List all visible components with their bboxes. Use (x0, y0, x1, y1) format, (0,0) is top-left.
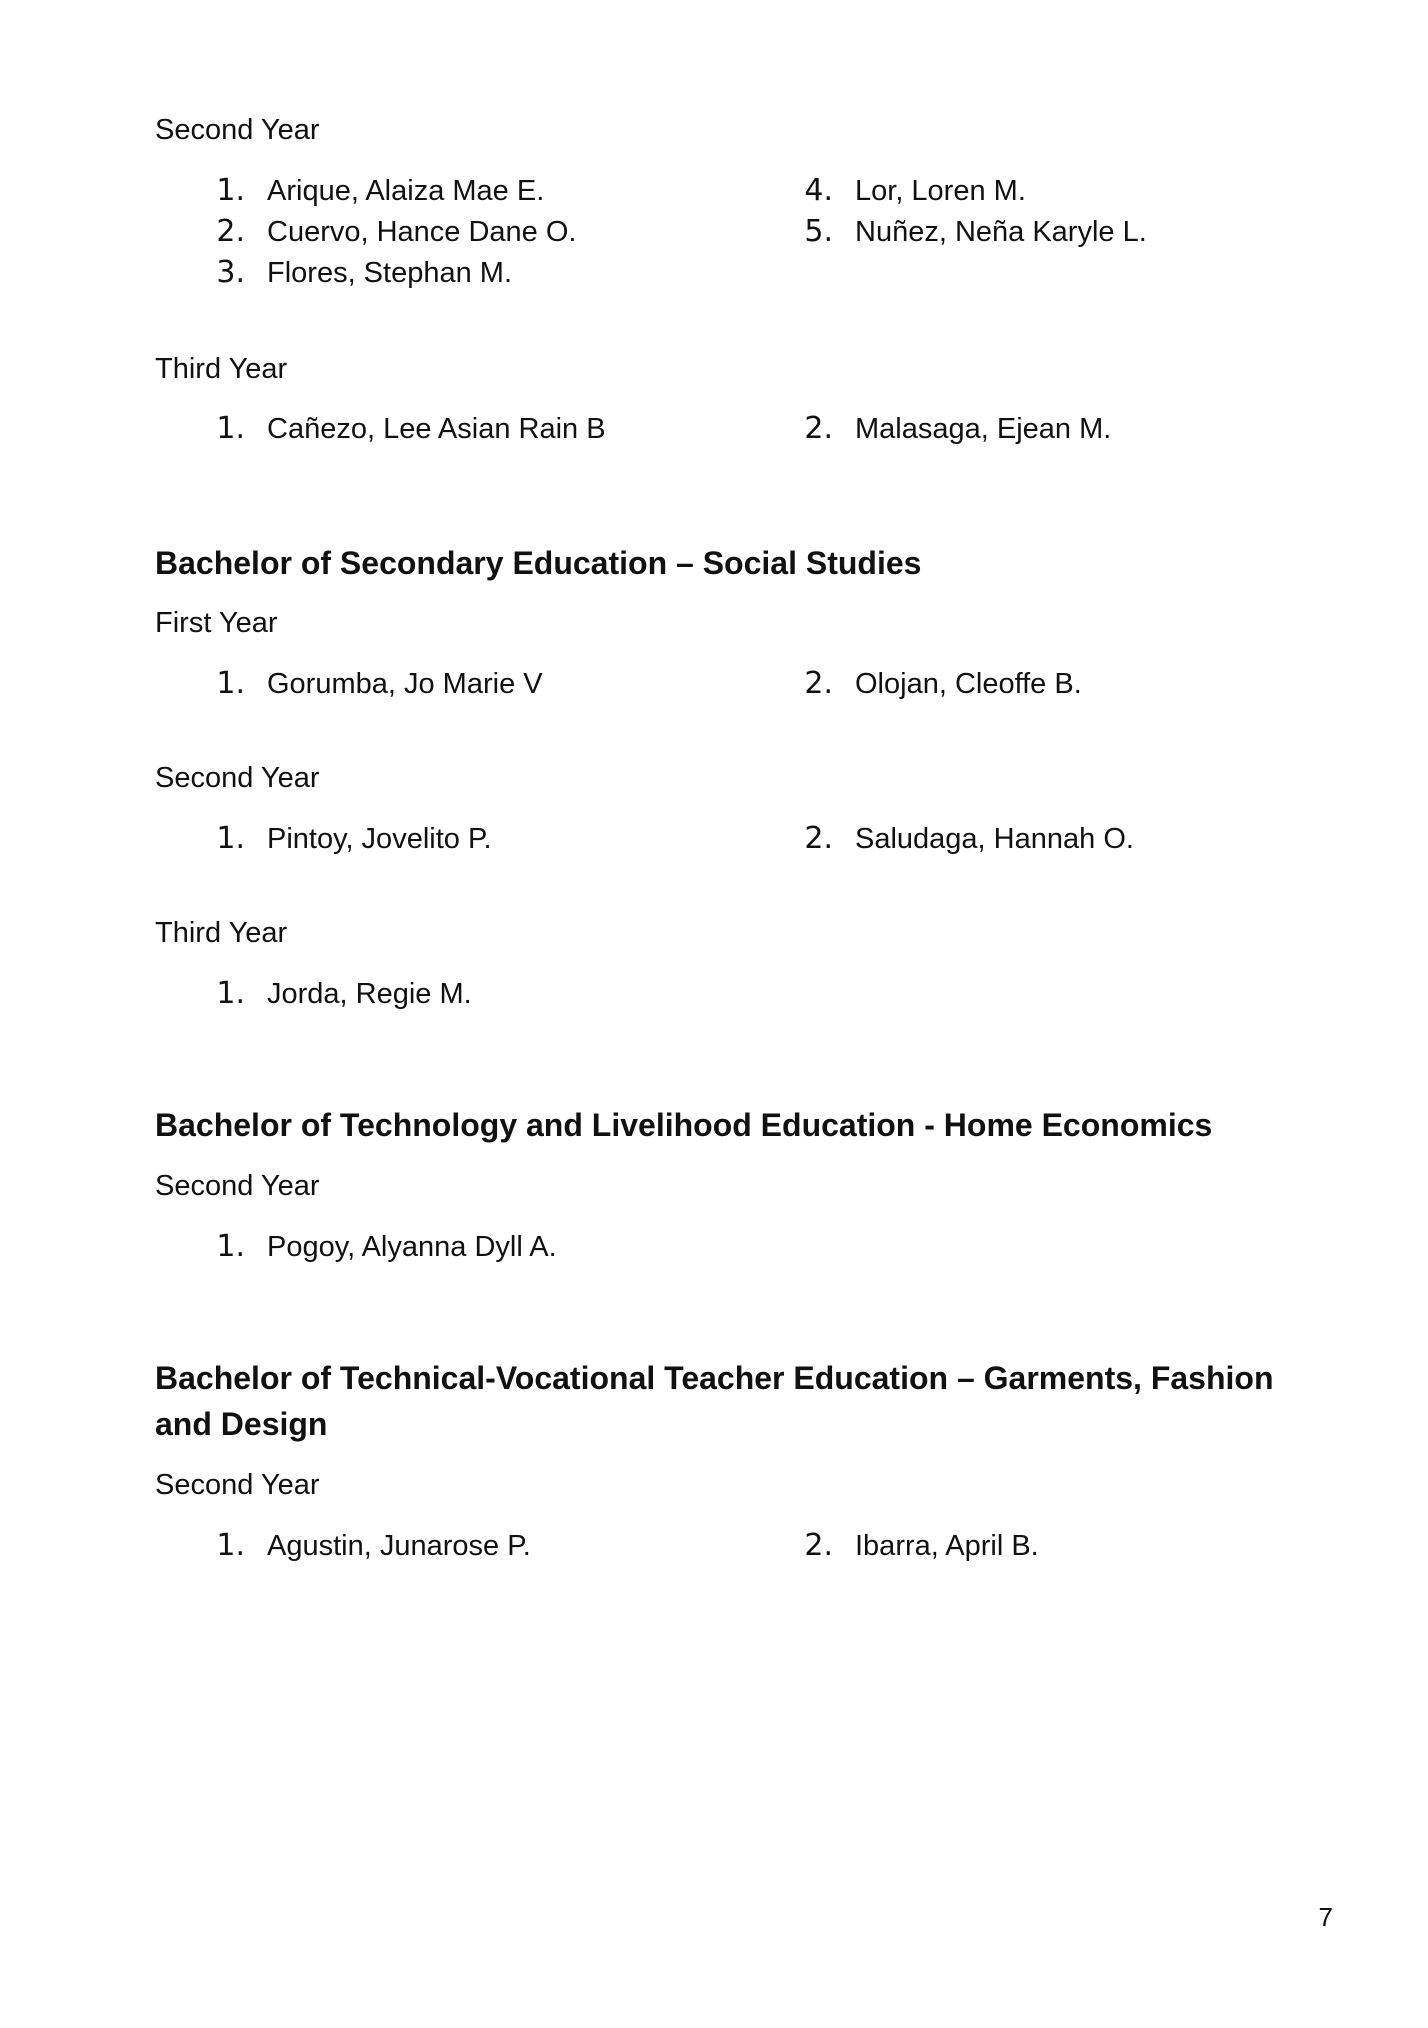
student-name: Agustin, Junarose P. (267, 1530, 531, 1562)
student-name: Gorumba, Jo Marie V (267, 668, 543, 700)
section-heading-garments: Bachelor of Technical-Vocational Teacher Education – Garments, Fashion and Design (155, 1360, 1274, 1442)
year-label-third: Third Year (155, 353, 288, 385)
section-heading-social-studies: Bachelor of Secondary Education – Social Studies (155, 545, 922, 581)
student-name: Cañezo, Lee Asian Rain B (267, 413, 606, 445)
year-label-second: Second Year (155, 1469, 320, 1501)
year-label-second: Second Year (155, 762, 320, 794)
year-label-third: Third Year (155, 917, 288, 949)
student-name: Olojan, Cleoffe B. (855, 668, 1082, 700)
year-label-second: Second Year (155, 1170, 320, 1202)
year-label-first: First Year (155, 607, 278, 639)
student-name: Pintoy, Jovelito P. (267, 823, 492, 855)
student-name: Flores, Stephan M. (267, 257, 512, 289)
student-name: Jorda, Regie M. (267, 978, 472, 1010)
section-heading-home-economics: Bachelor of Technology and Livelihood Education - Home Economics (155, 1107, 1213, 1143)
student-name: Saludaga, Hannah O. (855, 823, 1134, 855)
page-number: 7 (1318, 1902, 1333, 1932)
student-name: Nuñez, Neña Karyle L. (855, 216, 1147, 248)
student-name: Malasaga, Ejean M. (855, 413, 1112, 445)
document-page: Second Year 1. Arique, Alaiza Mae E. 2. Cuervo, Hance Dane O. 3. Flores, Stephan M. 4. Lor, Loren M. 5. Nuñez, Neña Karyle L. Third Year 1. Cañezo, Lee Asian Rain B 2. Malasaga, Ejean M. Bachelor of Secondary Education – Social Studies First Year 1. Gorumba, Jo Marie V 2. Olojan, Cleoffe B. Second Year 1. Pintoy, Jovelito P. 2. Saludaga, Hannah O. Third Year 1. Jorda, Regie M. Bachelor of Technology and Livelihood Education - Home Economics Second Year 1. Pogoy, Alyanna Dyll A. Bachelor of Technical-Vocational Teacher Education – Garments, Fashion and Design Second Year 1. Agustin, Junarose P. 2. Ibarra, April B. 7 (155, 114, 1333, 1932)
year-label-second: Second Year (155, 114, 320, 146)
student-name: Pogoy, Alyanna Dyll A. (267, 1231, 557, 1263)
student-name: Cuervo, Hance Dane O. (267, 216, 577, 248)
student-name: Lor, Loren M. (855, 175, 1026, 207)
student-name: Ibarra, April B. (855, 1530, 1039, 1562)
student-name: Arique, Alaiza Mae E. (267, 175, 545, 207)
